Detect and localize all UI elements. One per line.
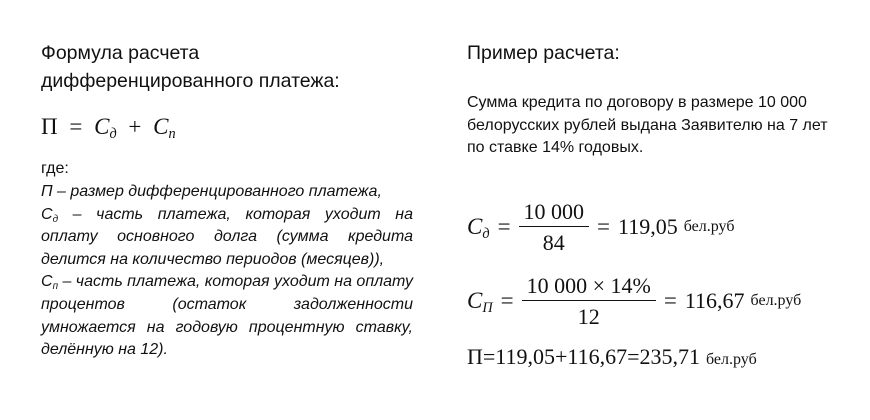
eq1-lhs bbox=[467, 214, 490, 240]
formula-plus: + bbox=[128, 114, 142, 139]
eq2-unit: бел.руб bbox=[750, 292, 802, 309]
equation-cp bbox=[467, 272, 801, 330]
total-unit: бел.руб bbox=[705, 351, 757, 368]
eq2-equals: = bbox=[500, 288, 514, 313]
def-cp bbox=[41, 271, 413, 361]
main-formula bbox=[41, 114, 176, 140]
equation-cd bbox=[467, 198, 734, 256]
eq2-result: 116,67 bbox=[684, 288, 745, 313]
term1-base: С bbox=[94, 114, 110, 139]
example-text: Сумма кредита по договору в размере 10 000 белорусских рублей выдана Заявителю на 7 лет по ставке 14% годовых. bbox=[467, 94, 828, 156]
eq2-sub: П bbox=[482, 299, 493, 316]
def-cd-symbol: С bbox=[41, 205, 53, 223]
total-equation bbox=[467, 344, 757, 370]
formula-term1 bbox=[94, 114, 117, 142]
def-cp-sub: п bbox=[52, 281, 59, 293]
def-p-text: – размер дифференцированного платежа, bbox=[52, 183, 382, 200]
definitions bbox=[41, 181, 413, 362]
def-cp-text: – часть платежа, которая уходит на оплату процентов (остаток задолженности умножается на годовую процентную ставку, делённую на 12). bbox=[41, 273, 414, 359]
def-p-symbol: П bbox=[41, 183, 53, 200]
eq1-result: 119,05 bbox=[618, 214, 678, 239]
eq2-lhs bbox=[467, 288, 493, 314]
term1-sub: д bbox=[109, 125, 117, 142]
formula-lhs: П bbox=[41, 114, 58, 139]
eq2-base: С bbox=[467, 288, 483, 313]
def-cd-sub: д bbox=[52, 213, 59, 225]
eq1-equals: = bbox=[497, 214, 511, 239]
term2-base: С bbox=[153, 114, 169, 139]
eq2-equals-2: = bbox=[663, 288, 677, 313]
eq1-unit: бел.руб bbox=[683, 218, 735, 235]
eq2-fraction bbox=[522, 272, 656, 330]
eq1-numerator: 10 000 bbox=[519, 198, 590, 227]
example-heading: Пример расчета: bbox=[467, 42, 620, 64]
where-label: где: bbox=[41, 160, 69, 177]
formula-heading: Формула расчета дифференцированного платежа: bbox=[41, 42, 340, 92]
eq1-denominator: 84 bbox=[542, 230, 565, 255]
def-cd bbox=[41, 204, 413, 272]
formula-term2 bbox=[153, 114, 176, 142]
def-p bbox=[41, 181, 413, 204]
total-text: П=119,05+116,67=235,71 bbox=[467, 344, 700, 369]
eq1-sub: д bbox=[482, 225, 490, 242]
eq2-numerator: 10 000 × 14% bbox=[522, 272, 656, 301]
formula-eq: = bbox=[69, 114, 83, 139]
eq1-fraction bbox=[519, 198, 590, 256]
eq2-denominator: 12 bbox=[577, 304, 600, 329]
def-cp-symbol: С bbox=[41, 273, 53, 291]
term2-sub: п bbox=[168, 125, 176, 142]
def-cd-text: – часть платежа, которая уходит на оплату основного долга (сумма кредита делится на количество периодов (месяцев)), bbox=[41, 205, 413, 268]
eq1-base: С bbox=[467, 214, 483, 239]
eq1-equals-2: = bbox=[597, 214, 611, 239]
